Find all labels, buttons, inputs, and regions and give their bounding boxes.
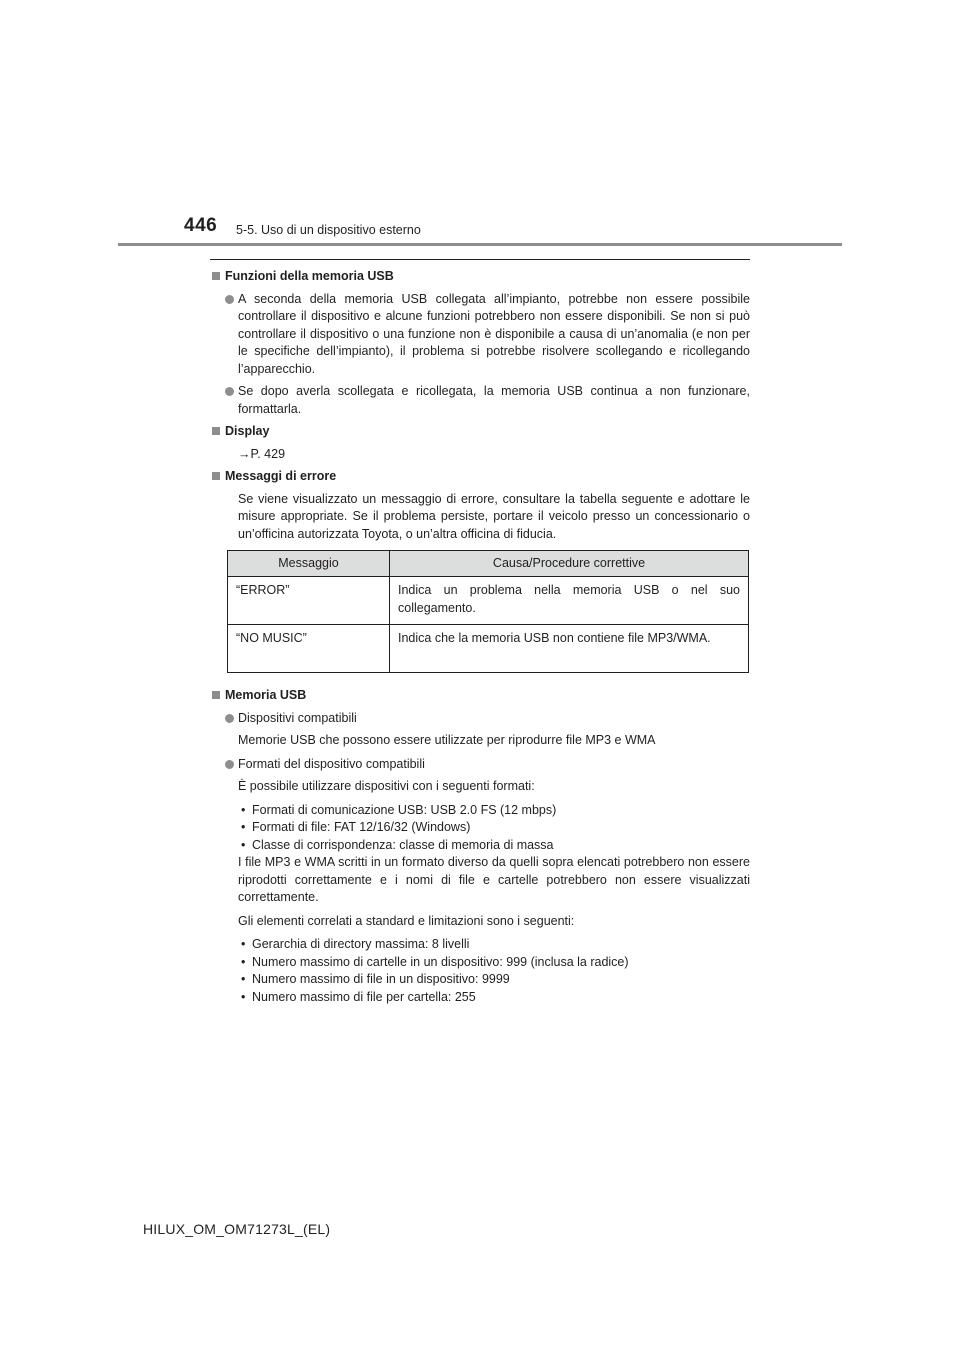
message-cell: “NO MUSIC” <box>228 625 390 673</box>
heading-usb-memory <box>210 687 750 705</box>
limits-intro: Gli elementi correlati a standard e limitazioni sono i seguenti: <box>238 913 575 928</box>
list-item <box>210 383 750 418</box>
heading-usb-functions <box>210 268 750 286</box>
list-item <box>210 756 750 774</box>
list-item <box>210 710 750 728</box>
heading-text: Memoria USB <box>225 688 307 702</box>
square-bullet-icon <box>212 472 220 480</box>
bullet-text: Formati del dispositivo compatibili <box>238 756 425 771</box>
heading-text: Messaggi di errore <box>225 469 337 483</box>
formats-note: I file MP3 e WMA scritti in un formato diverso da quelli sopra elencati potrebbero non essere riprodotti correttamente e i nomi di file e cartelle potrebbero non essere visualizzati correttamente. <box>238 855 750 904</box>
formats-intro: È possibile utilizzare dispositivi con i seguenti formati: <box>238 779 535 793</box>
circle-bullet-icon <box>225 714 234 723</box>
list-item: • Numero massimo di file in un dispositivo: 9999 <box>238 971 750 989</box>
table-row <box>228 625 749 673</box>
page-number: 446 <box>184 215 218 236</box>
column-header-cause: Causa/Procedure correttive <box>390 551 749 577</box>
list-item: • Numero massimo di cartelle in un dispositivo: 999 (inclusa la radice) <box>238 954 750 972</box>
table-row <box>228 577 749 625</box>
circle-bullet-icon <box>225 295 234 304</box>
cause-cell: Indica un problema nella memoria USB o nel suo collegamento. <box>390 577 749 625</box>
column-header-message: Messaggio <box>228 551 390 577</box>
header-divider <box>118 243 842 246</box>
list-item: • Gerarchia di directory massima: 8 livelli <box>238 936 750 954</box>
heading-text: Funzioni della memoria USB <box>225 269 394 283</box>
bullet-text: A seconda della memoria USB collegata all’impianto, potrebbe non essere possibile controllare il dispositivo e alcune funzioni potrebbero non essere disponibili. Se non si può controllare il dispositivo o una funzione non è disponibile a causa di un’anomalia (e non per le specifiche dell’impianto), il problema si potrebbe risolvere scollegando e ricollegando l’apparecchio. <box>238 291 750 376</box>
bullet-text: Se dopo averla scollegata e ricollegata, la memoria USB continua a non funzionare, formattarla. <box>238 384 750 416</box>
circle-bullet-icon <box>225 760 234 769</box>
limits-list <box>210 936 750 1006</box>
square-bullet-icon <box>212 691 220 699</box>
list-item <box>210 291 750 379</box>
table-header-row <box>228 551 749 577</box>
page-content <box>210 268 750 1006</box>
list-item: • Formati di comunicazione USB: USB 2.0 FS (12 mbps) <box>238 802 750 820</box>
compatible-devices-text: Memorie USB che possono essere utilizzate per riprodurre file MP3 e WMA <box>238 733 656 747</box>
square-bullet-icon <box>212 272 220 280</box>
error-table <box>227 550 749 673</box>
document-code: HILUX_OM_OM71273L_(EL) <box>143 1221 331 1237</box>
formats-list <box>210 802 750 855</box>
list-item: • Formati di file: FAT 12/16/32 (Windows) <box>238 819 750 837</box>
page-reference: →P. 429 <box>238 446 286 461</box>
cause-cell: Indica che la memoria USB non contiene file MP3/WMA. <box>390 625 749 673</box>
heading-error-messages <box>210 468 750 486</box>
message-cell: “ERROR” <box>228 577 390 625</box>
heading-display <box>210 423 750 441</box>
circle-bullet-icon <box>225 387 234 396</box>
list-item: • Numero massimo di file per cartella: 255 <box>238 989 750 1007</box>
content-divider <box>210 259 750 260</box>
section-title: 5-5. Uso di un dispositivo esterno <box>236 223 421 237</box>
bullet-text: Dispositivi compatibili <box>238 710 357 725</box>
error-intro: Se viene visualizzato un messaggio di errore, consultare la tabella seguente e adottare le misure appropriate. Se il problema persiste, portare il veicolo presso un concessionario o un’officina autorizzata Toyota, o un’altra officina di fiducia. <box>238 491 750 541</box>
heading-text: Display <box>225 424 270 438</box>
square-bullet-icon <box>212 427 220 435</box>
list-item: • Classe di corrispondenza: classe di memoria di massa <box>238 837 750 855</box>
